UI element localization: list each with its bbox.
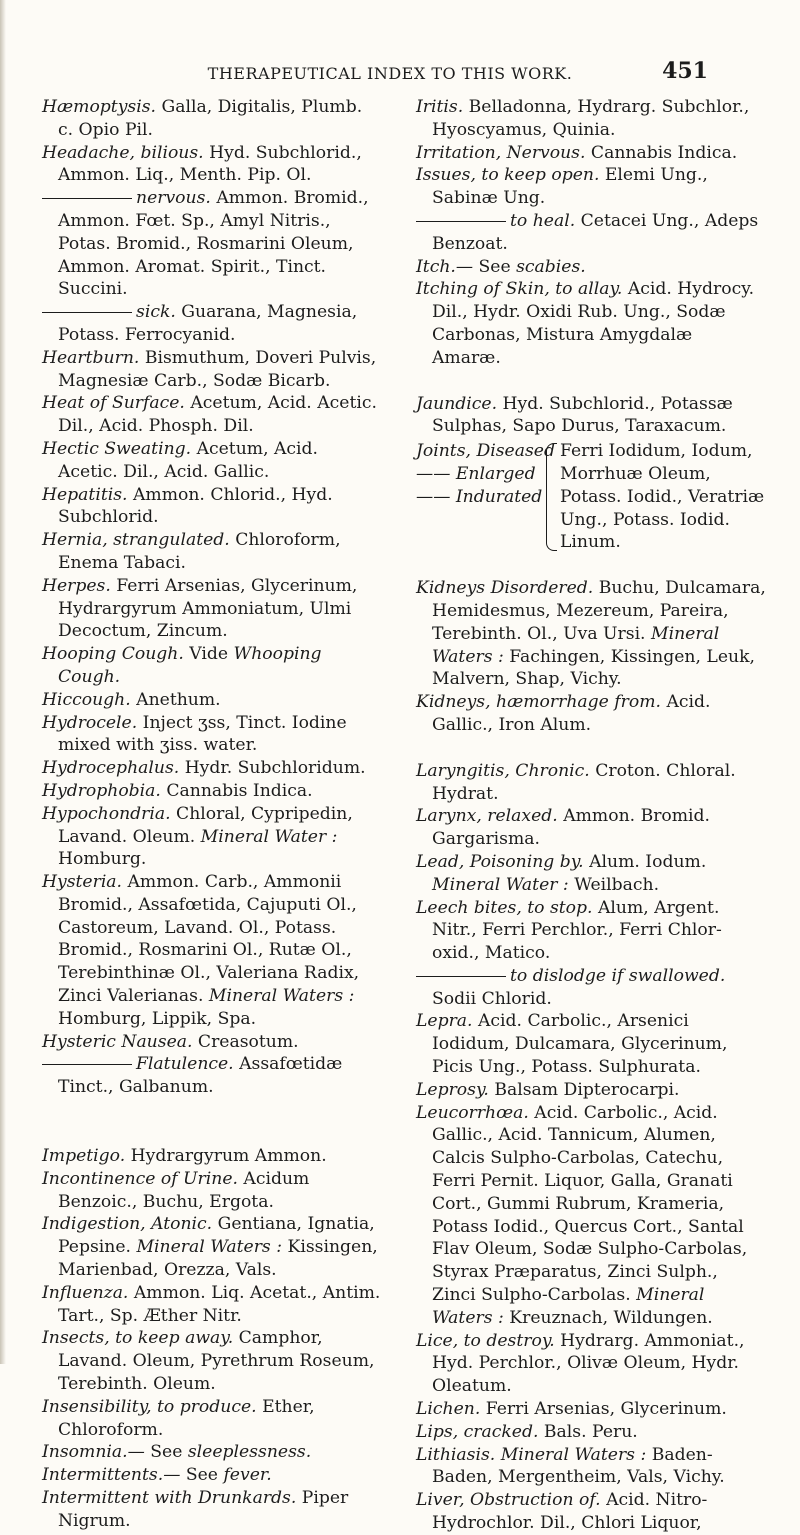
entry-remedies: Cetacei Ung., Adeps Benzoat.: [432, 210, 759, 254]
entry-note: Mineral Water :: [195, 826, 338, 847]
index-entry: [416, 1421, 766, 1444]
entry-remedies: Acid. Carbolic., Acid. Gallic., Acid. Tannicum, Alumen, Calcis Sulpho-Carbolas, Catechu, Ferri Pernit. Liquor, Galla, Granati Cort., Gummi Rubrum, Krameria, Potass Iodid., Quercus Cort., Santal Flav Oleum, Sodæ Sulpho-Carbolas, Styrax Præparatus, Zinci Sulph., Zinci Sulpho-Carbolas.: [432, 1102, 748, 1306]
index-entry: [416, 1079, 766, 1102]
entry-remedies: Alum, Argent. Nitr., Ferri Perchlor., Ferri Chlor-oxid., Matico.: [432, 897, 722, 964]
entry-term: Lips, cracked.: [416, 1421, 539, 1442]
entry-note: fever.: [217, 1465, 272, 1486]
index-entry: [416, 393, 766, 439]
section-gap: [416, 554, 766, 577]
entry-remedies: Acid. Carbolic., Arsenici Iodidum, Dulcamara, Glycerinum, Picis Ung., Potass. Sulphurata.: [432, 1011, 728, 1078]
entry-remedies: Croton. Chloral. Hydrat.: [432, 760, 736, 804]
entry-remedies: See: [473, 256, 511, 277]
index-entry: [42, 643, 382, 689]
entry-note: Mineral Waters :: [131, 1237, 283, 1258]
entry-term: Incontinence of Urine.: [42, 1168, 238, 1189]
entry-remedies: Ether, Chloroform.: [58, 1396, 315, 1440]
index-entry: [42, 392, 382, 438]
index-entry: [42, 301, 382, 347]
entry-term: Itch.—: [416, 256, 474, 277]
entry-remedies: Chloroform, Enema Tabaci.: [58, 530, 341, 573]
entry-term: Irritation, Nervous.: [416, 142, 586, 163]
entry-term: Heartburn.: [42, 347, 140, 368]
entry-remedies: Galla, Digitalis, Plumb. c. Opio Pil.: [58, 97, 363, 140]
entry-term: nervous.: [136, 188, 211, 209]
entry-remedies: Creasotum.: [192, 1031, 299, 1052]
entry-term: Kidneys, hæmorrhage from.: [416, 692, 661, 713]
entry-remedies-extra: Fachingen, Kissingen, Leuk, Malvern, Shap, Vichy.: [432, 646, 755, 690]
brace-symbol: [546, 443, 557, 551]
entry-remedies: Hydr. Subchloridum.: [179, 758, 366, 779]
left-column: [42, 96, 382, 1533]
entry-remedies: Vide: [183, 644, 229, 665]
entry-term: Hooping Cough.: [42, 644, 184, 665]
entry-remedies-extra: Kreuznach, Wildungen.: [503, 1307, 713, 1328]
entry-term: Leprosy.: [416, 1079, 489, 1100]
index-entry: [42, 347, 382, 393]
entry-term: Herpes.: [42, 575, 111, 596]
right-column: [416, 96, 766, 1535]
entry-term: Itching of Skin, to allay.: [416, 279, 623, 300]
entry-note: Mineral Waters :: [432, 623, 720, 667]
index-entry: [416, 897, 766, 965]
entry-remedies-extra: Baden-Baden, Mergentheim, Vals, Vichy.: [432, 1444, 725, 1488]
index-entry: [42, 1464, 382, 1487]
entry-term: Lithiasis.: [416, 1444, 496, 1465]
entry-remedies: Bismuthum, Doveri Pulvis, Magnesiæ Carb., Sodæ Bicarb.: [58, 347, 377, 391]
index-entry: [42, 1282, 382, 1328]
entry-term: Hepatitis.: [42, 484, 128, 505]
entry-term: Intermittents.—: [42, 1465, 181, 1486]
entry-remedies: Assafœtidæ Tinct., Galbanum.: [58, 1054, 343, 1098]
entry-term: sick.: [136, 302, 176, 323]
entry-term: Lead, Poisoning by.: [416, 851, 584, 872]
entry-term: Joints, Diseased: [416, 441, 555, 462]
entry-remedies: Ammon. Bromid. Gargarisma.: [432, 806, 711, 850]
section-gap: [416, 370, 766, 393]
entry-remedies: Inject ʒss, Tinct. Iodine mixed with ʒiss. water.: [58, 712, 347, 756]
entry-remedies: Acid. Nitro-Hydrochlor. Dil., Chlori Liquor,: [432, 1490, 708, 1534]
entry-term: Hydrophobia.: [42, 780, 161, 801]
entry-term: Hiccough.: [42, 689, 131, 710]
index-entry: [42, 529, 382, 575]
entry-remedies: See: [144, 1442, 183, 1463]
index-entry: [42, 187, 382, 301]
entry-note: sleeplessness.: [182, 1442, 312, 1463]
index-entry: [42, 1327, 382, 1395]
page-header: [150, 58, 750, 88]
index-entry: [42, 780, 382, 803]
index-entry: [416, 965, 766, 1011]
entry-remedies: Piper Nigrum.: [58, 1488, 349, 1531]
entry-term: Hydrocephalus.: [42, 758, 180, 779]
entry-term: Larynx, relaxed.: [416, 806, 558, 827]
index-entry: [416, 1010, 766, 1078]
entry-remedies: Ammon. Carb., Ammonii Bromid., Assafœtida, Cajuputi Ol., Castoreum, Lavand. Ol., Potass. Bromid., Rosmarini Ol., Rutæ Ol., Terebinthinæ Ol., Valeriana Radix, Zinci Valerianas.: [58, 872, 360, 1007]
entry-remedies-extra: Homburg, Lippik, Spa.: [58, 1008, 257, 1029]
entry-remedies: Acidum Benzoic., Buchu, Ergota.: [58, 1168, 310, 1212]
entry-note: Mineral Water :: [432, 874, 569, 895]
entry-term: Hæmoptysis.: [42, 97, 157, 117]
entry-remedies: See: [180, 1465, 218, 1486]
entry-remedies: Acetum, Acid. Acetic. Dil., Acid. Gallic.: [58, 438, 319, 482]
entry-note: Whooping Cough.: [58, 644, 322, 687]
index-entry: [42, 575, 382, 643]
index-entry: [416, 210, 766, 256]
entry-remedies: Sodii Chlorid.: [432, 988, 552, 1009]
index-entry: [42, 96, 382, 142]
index-entry-group: [416, 440, 766, 554]
entry-term: Hectic Sweating.: [42, 438, 192, 459]
index-entry: [416, 164, 766, 210]
page-number: 451: [662, 58, 708, 84]
entry-remedies: Alum. Iodum.: [583, 851, 707, 872]
entry-remedies: Ammon. Liq. Acetat., Antim. Tart., Sp. Æther Nitr.: [58, 1282, 381, 1326]
entry-term: Insensibility, to produce.: [42, 1396, 257, 1417]
entry-remedies: Balsam Dipterocarpi.: [488, 1079, 680, 1100]
entry-remedies: Ferri Iodidum, Iodum, Morrhuæ Oleum, Potass. Iodid., Veratriæ Ung., Potass. Iodid. Linum.: [560, 441, 765, 553]
entry-remedies: Acid. Hydrocy. Dil., Hydr. Oxidi Rub. Ung., Sodæ Carbonas, Mistura Amygdalæ Amaræ.: [432, 279, 755, 368]
entry-remedies: Hydrarg. Ammoniat., Hyd. Perchlor., Olivæ Oleum, Hydr. Oleatum.: [432, 1330, 745, 1397]
ditto-dash: [416, 221, 506, 222]
index-entry: [416, 278, 766, 369]
index-entry: [416, 142, 766, 165]
index-entry: [42, 1168, 382, 1214]
entry-term: Leech bites, to stop.: [416, 897, 593, 918]
entry-group-labels: [416, 440, 555, 554]
entry-remedies: Buchu, Dulcamara, Hemidesmus, Mezereum, Pareira, Terebinth. Ol., Uva Ursi.: [432, 578, 766, 644]
entry-remedies: Gentiana, Ignatia, Pepsine.: [58, 1214, 375, 1258]
entry-remedies: Cannabis Indica.: [160, 780, 313, 801]
entry-term: Lice, to destroy.: [416, 1330, 555, 1351]
index-entry: [416, 96, 766, 142]
entry-term: Leucorrhœa.: [416, 1102, 529, 1123]
entry-term: Intermittent with Drunkards.: [42, 1488, 297, 1509]
entry-remedies: Cannabis Indica.: [585, 142, 738, 163]
entry-remedies: Belladonna, Hydrarg. Subchlor., Hyoscyamus, Quinia.: [432, 97, 750, 140]
entry-term: Hernia, strangulated.: [42, 530, 230, 551]
index-entry: [42, 484, 382, 530]
index-entry: [416, 760, 766, 806]
entry-term: Hysteric Nausea.: [42, 1031, 193, 1052]
entry-remedies: Acid. Gallic., Iron Alum.: [432, 692, 711, 735]
entry-remedies: Elemi Ung., Sabinæ Ung.: [432, 165, 708, 209]
index-entry: [42, 1031, 382, 1054]
entry-term: Insomnia.—: [42, 1442, 145, 1463]
entry-term: Heat of Surface.: [42, 393, 185, 414]
index-entry: [416, 577, 766, 691]
entry-term: —— Indurated: [416, 486, 543, 507]
entry-remedies: Ferri Arsenias, Glycerinum, Hydrargyrum Ammoniatum, Ulmi Decoctum, Zincum.: [58, 575, 358, 642]
running-title: THERAPEUTICAL INDEX TO THIS WORK.: [207, 64, 573, 83]
entry-remedies: Acetum, Acid. Acetic. Dil., Acid. Phosph. Dil.: [58, 393, 377, 437]
entry-term: Liver, Obstruction of.: [416, 1490, 601, 1511]
entry-term: Iritis.: [416, 97, 464, 117]
entry-term: Laryngitis, Chronic.: [416, 760, 590, 781]
index-entry: [42, 1487, 382, 1533]
entry-note: Mineral Waters :: [432, 1285, 705, 1328]
entry-remedies: Hyd. Subchlorid., Potassæ Sulphas, Sapo Durus, Taraxacum.: [432, 393, 733, 437]
entry-term: to dislodge if swallowed.: [510, 965, 726, 986]
entry-term: Lepra.: [416, 1011, 473, 1032]
entry-term: Lichen.: [416, 1399, 481, 1420]
entry-term: to heal.: [510, 210, 576, 231]
entry-remedies-extra: Homburg.: [58, 849, 147, 870]
index-entry: [42, 803, 382, 871]
entry-note: scabies.: [510, 256, 586, 277]
entry-remedies: Anethum.: [130, 689, 221, 710]
index-entry: [42, 689, 382, 712]
entry-remedies-extra: Weilbach.: [568, 874, 660, 895]
ditto-dash: [416, 976, 506, 977]
entry-term: —— Enlarged: [416, 463, 536, 484]
entry-remedies: Ammon. Chlorid., Hyd. Subchlorid.: [58, 484, 333, 528]
entry-remedies: Guarana, Magnesia, Potass. Ferrocyanid.: [58, 302, 358, 345]
entry-remedies: Chloral, Cypripedin, Lavand. Oleum.: [58, 803, 353, 847]
entry-remedies: Hydrargyrum Ammon.: [125, 1146, 327, 1167]
index-entry: [42, 1213, 382, 1281]
section-gap: [42, 1099, 382, 1145]
entry-note: Mineral Waters :: [495, 1444, 647, 1465]
index-entry: [42, 1396, 382, 1442]
index-entry: [42, 1441, 382, 1464]
index-entry: [42, 142, 382, 188]
entry-term: Hysteria.: [42, 872, 123, 893]
entry-term: Impetigo.: [42, 1146, 126, 1167]
index-entry: [416, 805, 766, 851]
entry-remedies-extra: Kissingen, Marienbad, Orezza, Vals.: [58, 1237, 378, 1281]
index-entry: [416, 691, 766, 737]
entry-term: Issues, to keep open.: [416, 165, 600, 186]
entry-remedies: Camphor, Lavand. Oleum, Pyrethrum Roseum, Terebinth. Oleum.: [58, 1328, 375, 1395]
ditto-dash: [42, 1064, 132, 1065]
index-entry: [42, 871, 382, 1031]
index-entry: [416, 1102, 766, 1330]
entry-term: Indigestion, Atonic.: [42, 1214, 213, 1235]
entry-term: Hypochondria.: [42, 803, 171, 824]
index-entry: [42, 438, 382, 484]
index-entry: [416, 1489, 766, 1535]
index-entry: [42, 712, 382, 758]
entry-term: Headache, bilious.: [42, 142, 204, 163]
index-entry: [416, 1444, 766, 1490]
entry-remedies: Bals. Peru.: [538, 1421, 638, 1442]
index-entry: [42, 757, 382, 780]
entry-term: Insects, to keep away.: [42, 1328, 234, 1349]
entry-remedies: Ammon. Bromid., Ammon. Fœt. Sp., Amyl Nitris., Potas. Bromid., Rosmarini Oleum, Ammon. Aromat. Spirit., Tinct. Succini.: [58, 188, 369, 300]
index-entry: [42, 1145, 382, 1168]
index-entry: [416, 851, 766, 897]
entry-remedies: Ferri Arsenias, Glycerinum.: [480, 1399, 727, 1420]
index-entry: [416, 1398, 766, 1421]
page-edge-shadow: [0, 0, 6, 1364]
entry-term: Hydrocele.: [42, 712, 138, 733]
entry-remedies: Hyd. Subchlorid., Ammon. Liq., Menth. Pip. Ol.: [58, 142, 362, 186]
entry-term: Kidneys Disordered.: [416, 578, 594, 599]
index-entry: [416, 256, 766, 279]
entry-term: Jaundice.: [416, 393, 498, 414]
entry-term: Influenza.: [42, 1282, 129, 1303]
entry-note: Mineral Waters :: [203, 986, 355, 1007]
entry-term: Flatulence.: [136, 1054, 234, 1075]
section-gap: [416, 737, 766, 760]
ditto-dash: [42, 198, 132, 199]
index-entry: [42, 1053, 382, 1099]
ditto-dash: [42, 312, 132, 313]
